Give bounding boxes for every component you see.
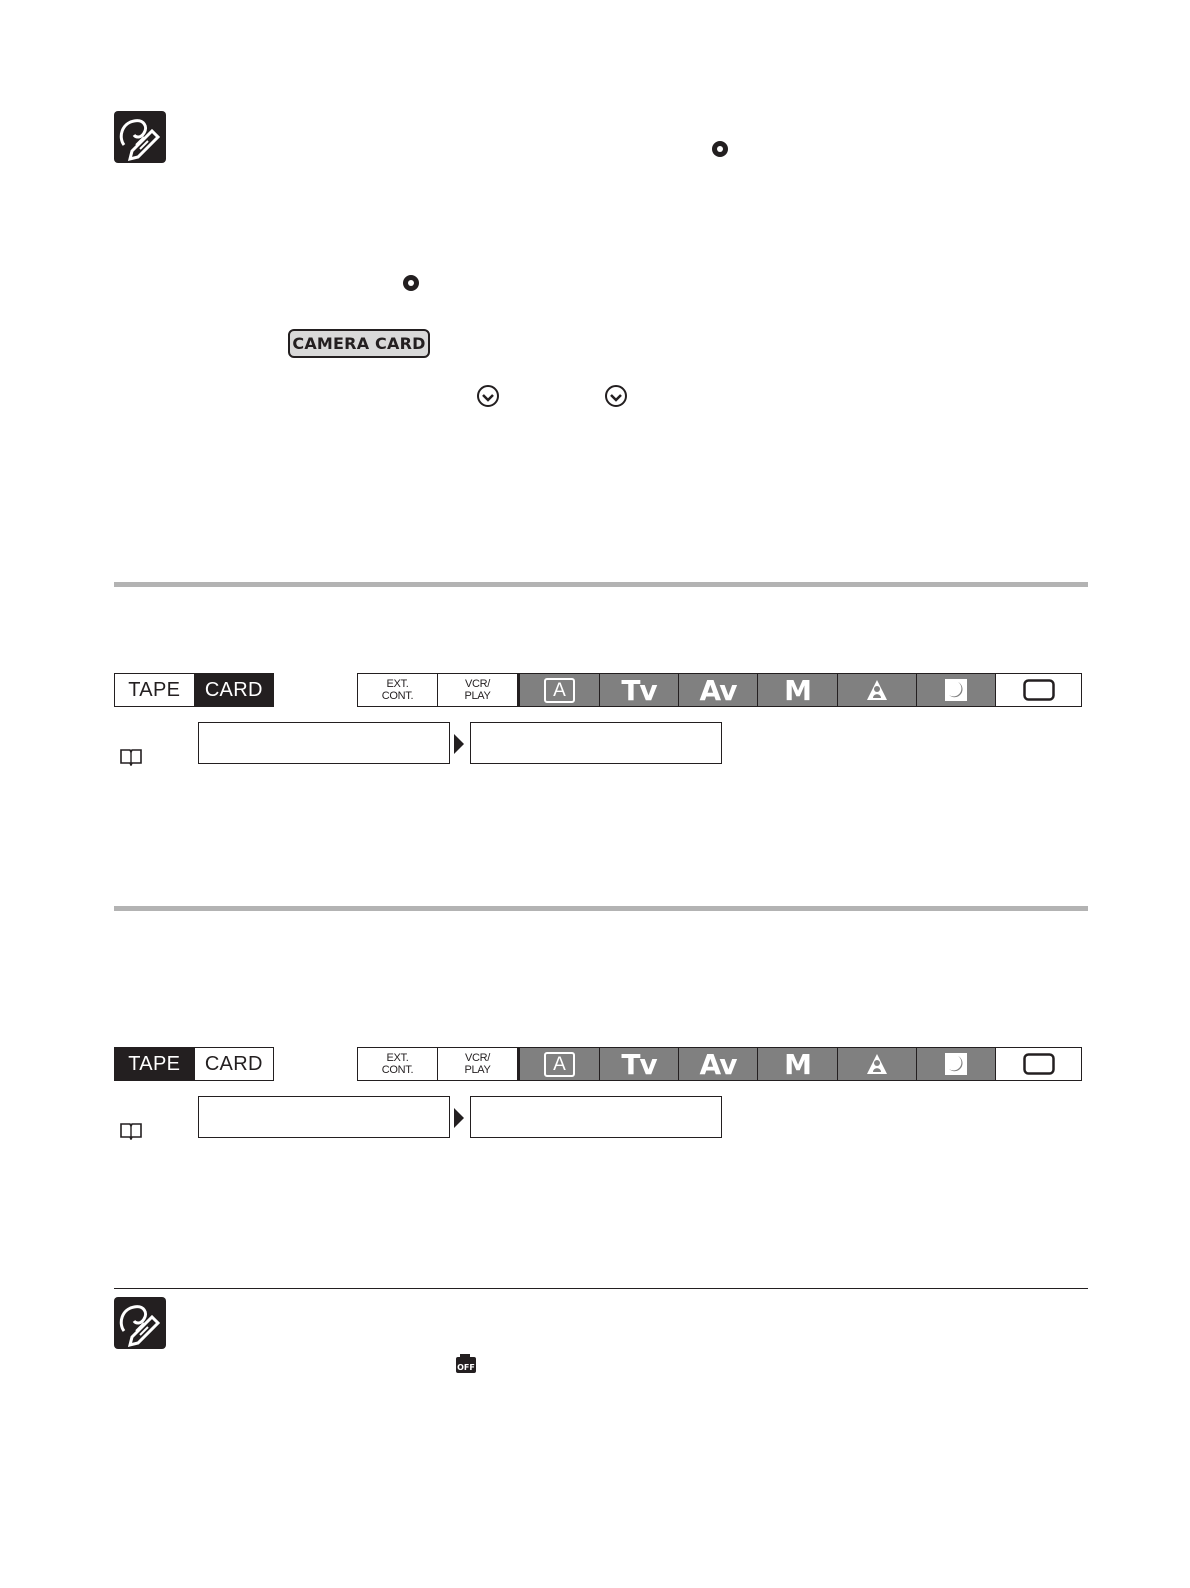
mode-auto: A (517, 1048, 599, 1080)
rounded-rect-icon (1023, 679, 1055, 701)
mode-m: M (757, 1048, 837, 1080)
check-circle-icon (476, 384, 500, 408)
rounded-rect-icon (1023, 1053, 1055, 1075)
dot-circle-icon (710, 139, 730, 159)
svg-text:OFF: OFF (457, 1363, 475, 1372)
mode-m: M (757, 674, 837, 706)
book-icon (119, 1122, 143, 1140)
triangle-right-icon (453, 1107, 465, 1129)
mode-night (916, 1048, 995, 1080)
mode-vcr-play: VCR/ PLAY (437, 674, 517, 706)
off-icon (455, 1354, 477, 1374)
mode-auto: A (517, 674, 599, 706)
section-divider (114, 582, 1088, 587)
media-selector (114, 1047, 274, 1081)
media-tape: TAPE (115, 674, 194, 706)
media-card: CARD (194, 674, 274, 706)
mode-dial-bar (357, 673, 1082, 707)
mode-av: Av (678, 674, 757, 706)
mode-dial-bar (357, 1047, 1082, 1081)
dot-circle-icon (401, 273, 421, 293)
mode-blank (995, 1048, 1081, 1080)
triangle-right-icon (453, 733, 465, 755)
night-icon (944, 1052, 968, 1076)
mode-ext-cont: EXT. CONT. (358, 1048, 437, 1080)
media-tape: TAPE (115, 1048, 194, 1080)
book-icon (119, 748, 143, 766)
mode-tv: Tv (599, 674, 678, 706)
note-icon (114, 111, 166, 163)
mode-tv: Tv (599, 1048, 678, 1080)
mode-portrait (837, 674, 916, 706)
section-divider (114, 906, 1088, 911)
mode-portrait (837, 1048, 916, 1080)
mode-ext-cont: EXT. CONT. (358, 674, 437, 706)
media-selector (114, 673, 274, 707)
menu-box (198, 1096, 450, 1138)
mode-night (916, 674, 995, 706)
portrait-icon (865, 678, 889, 702)
menu-box (470, 722, 722, 764)
media-card: CARD (194, 1048, 274, 1080)
notes-divider (114, 1288, 1088, 1289)
camera-card-badge: CAMERA CARD (288, 329, 430, 358)
mode-vcr-play: VCR/ PLAY (437, 1048, 517, 1080)
mode-blank (995, 674, 1081, 706)
mode-av: Av (678, 1048, 757, 1080)
check-circle-icon (604, 384, 628, 408)
note-icon (114, 1297, 166, 1349)
night-icon (944, 678, 968, 702)
menu-box (198, 722, 450, 764)
menu-box (470, 1096, 722, 1138)
portrait-icon (865, 1052, 889, 1076)
